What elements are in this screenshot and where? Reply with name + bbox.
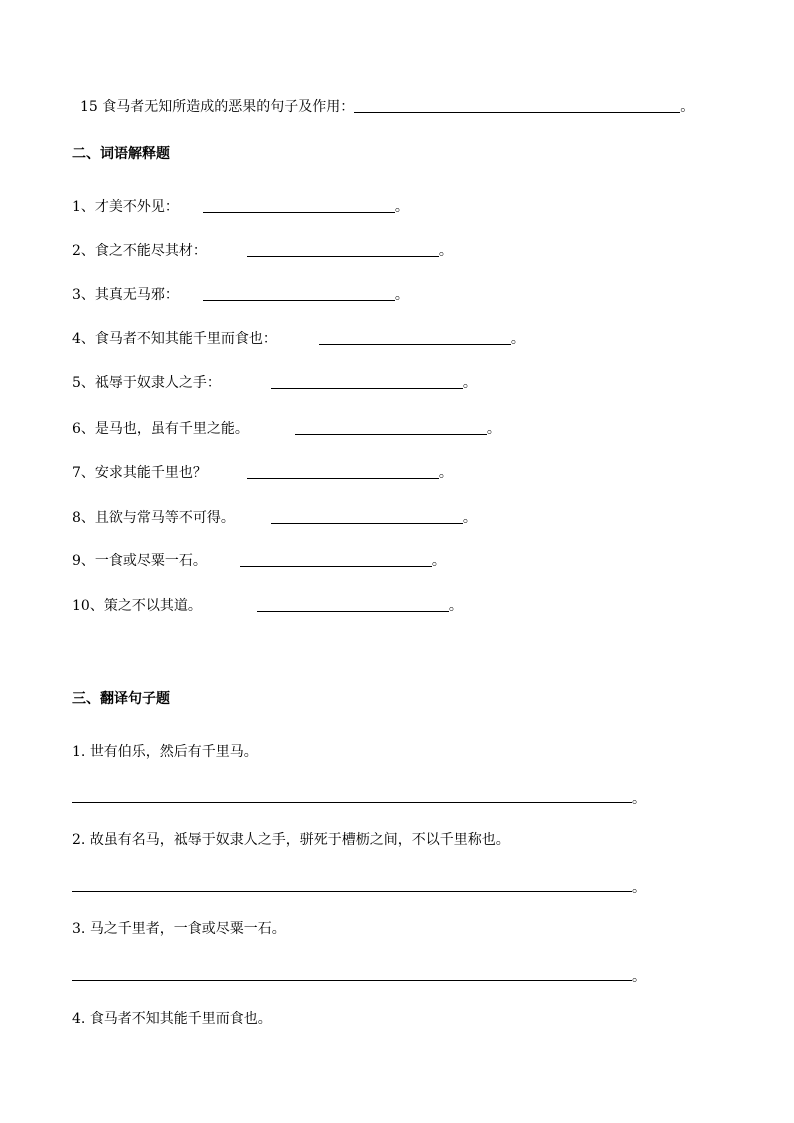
vocab-item xyxy=(72,509,477,527)
item-number: 1. xyxy=(72,744,86,760)
item-number: 2. xyxy=(72,832,86,848)
answer-blank[interactable] xyxy=(257,597,449,612)
item-text: 、其真无马邪： xyxy=(80,287,179,303)
vocab-item xyxy=(72,374,477,392)
answer-line[interactable] xyxy=(72,891,632,892)
vocab-item xyxy=(72,242,453,260)
answer-blank[interactable] xyxy=(354,98,680,113)
translate-item xyxy=(72,1010,272,1028)
period: 。 xyxy=(510,331,525,347)
period: 。 xyxy=(462,510,477,526)
vocab-item xyxy=(72,464,453,482)
answer-blank[interactable] xyxy=(240,552,432,567)
item-text: 、才美不外见： xyxy=(80,199,179,215)
period: 。 xyxy=(486,421,501,437)
item-text: 、且欲与常马等不可得。 xyxy=(80,510,235,526)
item-number: 6 xyxy=(72,421,81,437)
period: 。 xyxy=(462,375,477,391)
item-text: 、祗辱于奴隶人之手： xyxy=(80,375,221,391)
item-number: 7 xyxy=(72,465,81,481)
answer-blank[interactable] xyxy=(271,374,463,389)
item-number: 4. xyxy=(72,1011,86,1027)
period: 。 xyxy=(448,598,463,614)
answer-line[interactable] xyxy=(72,980,632,981)
item-number: 3. xyxy=(72,921,86,937)
item-text: 、食之不能尽其材： xyxy=(80,243,207,259)
item-number: 1 xyxy=(72,199,81,215)
vocab-item xyxy=(72,420,501,438)
item-text: 、安求其能千里也？ xyxy=(80,465,207,481)
period: 。 xyxy=(680,99,695,115)
answer-blank[interactable] xyxy=(319,330,511,345)
answer-line[interactable] xyxy=(72,802,632,803)
answer-blank[interactable] xyxy=(247,464,439,479)
period: 。 xyxy=(632,969,646,985)
answer-blank[interactable] xyxy=(247,242,439,257)
vocab-item xyxy=(72,198,409,216)
item-number: 9 xyxy=(72,553,81,569)
item-number: 2 xyxy=(72,243,81,259)
item-text: 食马者不知其能千里而食也。 xyxy=(89,1011,272,1027)
section-heading-vocab: 二、词语解释题 xyxy=(72,146,170,162)
item-number: 8 xyxy=(72,510,81,526)
answer-blank[interactable] xyxy=(203,286,395,301)
vocab-item xyxy=(72,597,463,615)
answer-blank[interactable] xyxy=(203,198,395,213)
period: 。 xyxy=(394,287,409,303)
item-text: 世有伯乐，然后有千里马。 xyxy=(89,744,258,760)
question-number: 15 xyxy=(80,99,98,115)
translate-item xyxy=(72,743,258,761)
question-text: 食马者无知所造成的恶果的句子及作用： xyxy=(102,99,355,115)
item-text: 、是马也，虽有千里之能。 xyxy=(80,421,249,437)
vocab-item xyxy=(72,552,446,570)
question-15 xyxy=(80,98,694,116)
period: 。 xyxy=(438,243,453,259)
period: 。 xyxy=(431,553,446,569)
item-text: 故虽有名马，祗辱于奴隶人之手，骈死于槽枥之间，不以千里称也。 xyxy=(89,832,510,848)
translate-item xyxy=(72,831,510,849)
item-text: 、一食或尽粟一石。 xyxy=(80,553,207,569)
item-number: 4 xyxy=(72,331,81,347)
item-text: 、食马者不知其能千里而食也： xyxy=(80,331,277,347)
item-number: 10 xyxy=(72,598,90,614)
answer-blank[interactable] xyxy=(295,420,487,435)
section-heading-translate: 三、翻译句子题 xyxy=(72,691,170,707)
period: 。 xyxy=(632,880,646,896)
translate-item xyxy=(72,920,286,938)
vocab-item xyxy=(72,286,409,304)
period: 。 xyxy=(438,465,453,481)
period: 。 xyxy=(394,199,409,215)
item-number: 5 xyxy=(72,375,81,391)
item-number: 3 xyxy=(72,287,81,303)
answer-blank[interactable] xyxy=(271,509,463,524)
period: 。 xyxy=(632,791,646,807)
item-text: 马之千里者，一食或尽粟一石。 xyxy=(89,921,286,937)
vocab-item xyxy=(72,330,525,348)
item-text: 、策之不以其道。 xyxy=(89,598,202,614)
